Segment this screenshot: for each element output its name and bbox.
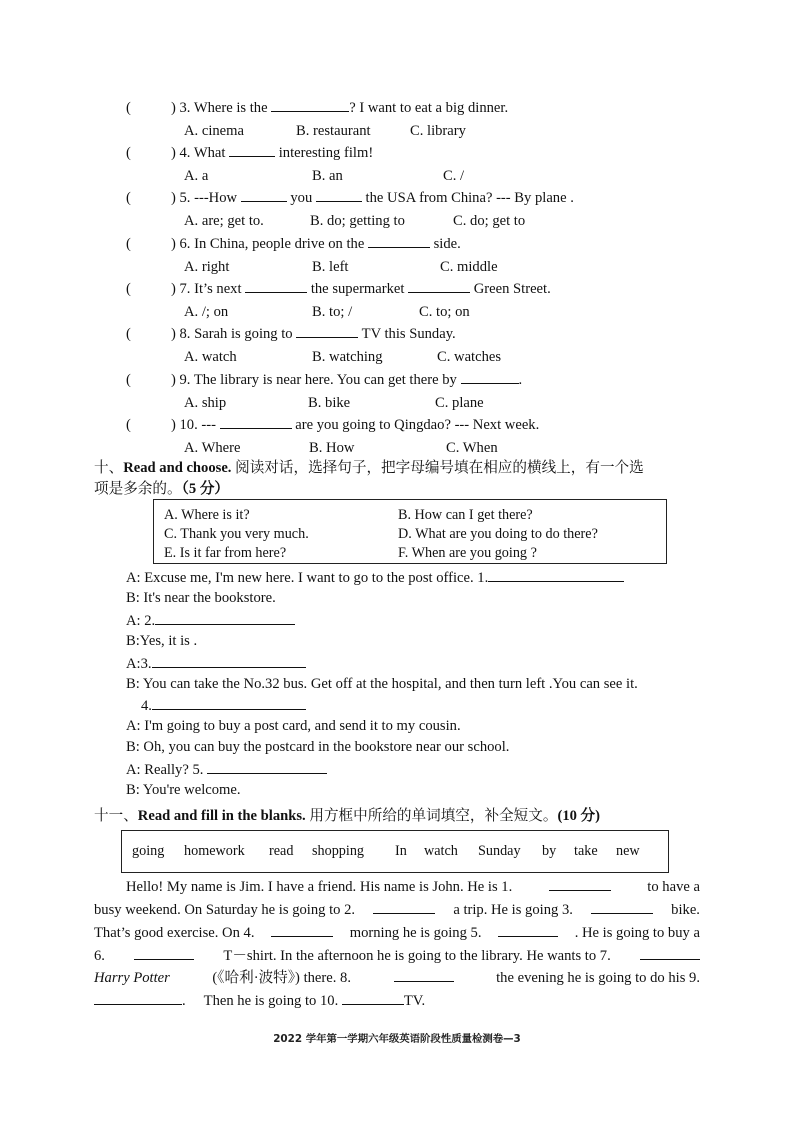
passage-line-4: 6. T－shirt. In the afternoon he is going to the library. He wants to 7. (94, 945, 700, 967)
fill-blank-8[interactable] (394, 967, 454, 982)
option-b: B. How (309, 440, 355, 456)
fill-blank-7[interactable] (640, 945, 700, 960)
word-going: going (132, 843, 165, 859)
word-by: by (542, 843, 557, 859)
answer-paren[interactable]: ( (126, 417, 131, 433)
word-bank (121, 830, 669, 873)
dialogue-line: B:Yes, it is . (126, 633, 198, 649)
fill-blank-4[interactable] (271, 922, 333, 937)
answer-blank-4[interactable] (152, 695, 306, 710)
dialogue-line: A: I'm going to buy a post card, and send it to my cousin. (126, 718, 461, 734)
option-b: B. bike (308, 395, 351, 411)
word-watch: watch (424, 843, 458, 859)
dialogue-line: A: 2. (126, 610, 295, 631)
option-c: C. watches (437, 349, 502, 365)
question-blank (245, 278, 307, 293)
question-text: ) 10. --- are you going to Qingdao? --- Next week. (171, 414, 539, 436)
question-blank (241, 187, 287, 202)
section-number: 十一、 (94, 808, 138, 824)
word-take: take (574, 843, 598, 859)
choice-f: F. When are you going ? (398, 545, 537, 561)
question-text: ) 7. It’s next the supermarket Green Street. (171, 278, 551, 300)
question-text: ) 5. ---How you the USA from China? --- By plane . (171, 187, 574, 209)
word-in: In (395, 843, 407, 859)
question-blank (408, 278, 470, 293)
dialogue-line: B: You're welcome. (126, 782, 241, 798)
question-text: ) 6. In China, people drive on the side. (171, 233, 461, 255)
question-blank (229, 142, 275, 157)
section-11-heading (94, 806, 704, 827)
word-sunday: Sunday (478, 843, 521, 859)
dialogue-line: B: Oh, you can buy the postcard in the bookstore near our school. (126, 739, 510, 755)
question-blank (368, 233, 430, 248)
option-c: C. library (410, 123, 466, 139)
word-read: read (269, 843, 294, 859)
fill-blank-6[interactable] (134, 945, 194, 960)
answer-paren[interactable]: ( (126, 145, 131, 161)
option-c: C. When (446, 440, 498, 456)
dialogue-line: A: Really? 5. (126, 759, 327, 780)
question-blank (296, 323, 358, 338)
option-b: B. watching (312, 349, 383, 365)
page-footer: 2022 学年第一学期六年级英语阶段性质量检测卷—3 (273, 1033, 521, 1045)
fill-blank-10[interactable] (342, 990, 404, 1005)
fill-blank-1[interactable] (549, 876, 611, 891)
passage-line-3: That’s good exercise. On 4. morning he is going 5. . He is going to buy a (94, 922, 700, 944)
section-instruction-cont: 项是多余的。 (94, 481, 182, 497)
answer-paren[interactable]: ( (126, 326, 131, 342)
passage-line-2: busy weekend. On Saturday he is going to 2. a trip. He is going 3. bike. (94, 899, 700, 921)
word-shopping: shopping (312, 843, 365, 859)
answer-blank-2[interactable] (155, 610, 295, 625)
fill-blank-9[interactable] (94, 990, 182, 1005)
choice-e: E. Is it far from here? (164, 545, 287, 561)
section-score: (10 分) (557, 808, 601, 824)
fill-blank-5[interactable] (498, 922, 558, 937)
choice-c: C. Thank you very much. (164, 526, 309, 542)
answer-paren[interactable]: ( (126, 190, 131, 206)
dialogue-line: B: It's near the bookstore. (126, 590, 276, 606)
option-a: A. cinema (184, 123, 244, 139)
section-number: 十、 (94, 460, 124, 476)
option-b: B. left (312, 259, 349, 275)
question-blank (316, 187, 362, 202)
option-c: C. / (443, 168, 465, 184)
passage-line-5: Harry Potter (《哈利·波特》) there. 8. the evening he is going to do his 9. (94, 967, 700, 989)
passage-line-6: . Then he is going to 10. TV. (94, 990, 700, 1012)
question-text: ) 4. What interesting film! (171, 142, 373, 164)
section-score: （5 分） (181, 481, 230, 497)
dialogue-line: A: Excuse me, I'm new here. I want to go to the post office. 1. (126, 567, 624, 588)
question-text: ) 9. The library is near here. You can get there by . (171, 369, 522, 391)
word-new: new (616, 843, 640, 859)
answer-blank-1[interactable] (488, 567, 624, 582)
section-instruction: 用方框中所给的单词填空，补全短文。 (309, 808, 558, 824)
option-a: A. Where (184, 440, 241, 456)
passage-line-1: Hello! My name is Jim. I have a friend. His name is John. He is 1. to have a (126, 876, 700, 898)
question-text: ) 8. Sarah is going to TV this Sunday. (171, 323, 456, 345)
dialogue-line: A:3. (126, 653, 306, 674)
option-c: C. to; on (419, 304, 470, 320)
option-c: C. do; get to (453, 213, 526, 229)
answer-blank-3[interactable] (152, 653, 306, 668)
option-a: A. ship (184, 395, 227, 411)
option-c: C. plane (435, 395, 484, 411)
fill-blank-3[interactable] (591, 899, 653, 914)
option-a: A. right (184, 259, 230, 275)
choice-b: B. How can I get there? (398, 507, 533, 523)
question-blank (461, 369, 519, 384)
answer-paren[interactable]: ( (126, 236, 131, 252)
section-10-heading (94, 458, 704, 500)
fill-blank-2[interactable] (373, 899, 435, 914)
section-title: Read and fill in the blanks. (137, 808, 306, 824)
choice-d: D. What are you doing to do there? (398, 526, 598, 542)
dialogue-line: B: You can take the No.32 bus. Get off at the hospital, and then turn left .You can see it. (126, 676, 638, 692)
option-a: A. a (184, 168, 209, 184)
question-blank (271, 97, 349, 112)
option-a: A. are; get to. (184, 213, 264, 229)
answer-paren[interactable]: ( (126, 372, 131, 388)
question-text: ) 3. Where is the ? I want to eat a big dinner. (171, 97, 508, 119)
dialogue-line: 4. (141, 695, 306, 716)
choice-box (153, 499, 667, 564)
choice-a: A. Where is it? (164, 507, 250, 523)
answer-blank-5[interactable] (207, 759, 327, 774)
option-b: B. an (312, 168, 343, 184)
option-c: C. middle (440, 259, 498, 275)
section-instruction: 阅读对话，选择句子，把字母编号填在相应的横线上，有一个选 (235, 460, 644, 476)
word-homework: homework (184, 843, 245, 859)
question-blank (220, 414, 292, 429)
option-b: B. to; / (312, 304, 353, 320)
answer-paren[interactable]: ( (126, 281, 131, 297)
section-title: Read and choose. (123, 460, 232, 476)
answer-paren[interactable]: ( (126, 100, 131, 116)
option-b: B. do; getting to (310, 213, 405, 229)
option-a: A. /; on (184, 304, 229, 320)
option-b: B. restaurant (296, 123, 371, 139)
option-a: A. watch (184, 349, 237, 365)
